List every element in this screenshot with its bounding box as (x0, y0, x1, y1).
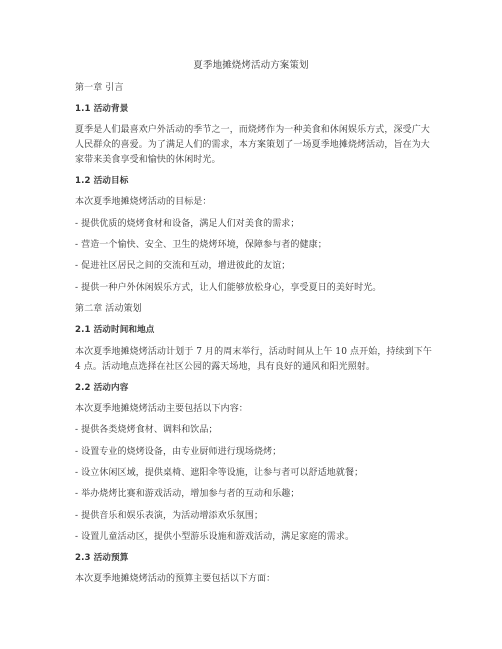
chapter-2-heading: 第二章 活动策划 (75, 304, 142, 314)
section-2-2-list-item: - 设置儿童活动区，提供小型游乐设施和游戏活动，满足家庭的需求。 (75, 532, 355, 542)
section-2-2-intro: 本次夏季地摊烧烤活动主要包括以下内容： (75, 404, 248, 414)
section-1-2-heading: 1.2 活动目标 (75, 176, 129, 186)
section-1-2-list-item: - 提供优质的烧烤食材和设备，满足人们对美食的需求； (75, 219, 300, 229)
section-1-2-list-item: - 促进社区居民之间的交流和互动，增进彼此的友谊； (75, 261, 291, 271)
section-2-3-intro: 本次夏季地摊烧烤活动的预算主要包括以下方面： (75, 574, 276, 584)
section-1-2-intro: 本次夏季地摊烧烤活动的目标是： (75, 197, 212, 207)
section-1-1-paragraph-line-1: 夏季是人们最喜欢户外活动的季节之一，而烧烤作为一种美食和休闲娱乐方式，深受广大 (75, 125, 430, 135)
section-1-1-paragraph-line-2: 人民群众的喜爱。为了满足人们的需求，本方案策划了一场夏季地摊烧烤活动，旨在为大 (75, 140, 430, 150)
chapter-1-heading: 第一章 引言 (75, 83, 124, 93)
section-1-2-list-item: - 提供一种户外休闲娱乐方式，让人们能够放松身心，享受夏日的美好时光。 (75, 283, 382, 293)
section-2-2-list-item: - 举办烧烤比赛和游戏活动，增加参与者的互动和乐趣； (75, 489, 300, 499)
section-2-2-list-item: - 提供音乐和娱乐表演，为活动增添欢乐氛围； (75, 511, 264, 521)
section-2-2-list-item: - 设立休闲区域，提供桌椅、遮阳伞等设施，让参与者可以舒适地就餐； (75, 468, 364, 478)
section-1-1-heading: 1.1 活动背景 (75, 104, 129, 114)
section-2-1-paragraph-line-2: 4 点。活动地点选择在社区公园的露天场地，具有良好的通风和阳光照射。 (75, 362, 375, 372)
section-2-2-list-item: - 设置专业的烧烤设备，由专业厨师进行现场烧烤； (75, 447, 282, 457)
section-2-1-heading: 2.1 活动时间和地点 (75, 325, 155, 335)
section-2-2-list-item: - 提供各类烧烤食材、调料和饮品； (75, 425, 218, 435)
section-2-2-heading: 2.2 活动内容 (75, 383, 129, 393)
section-1-2-list-item: - 营造一个愉快、安全、卫生的烧烤环境，保障参与者的健康； (75, 240, 327, 250)
document-title: 夏季地摊烧烤活动方案策划 (193, 60, 309, 71)
section-2-1-paragraph-line-1: 本次夏季地摊烧烤活动计划于 7 月的周末举行，活动时间从上午 10 点开始，持续到下午 (75, 347, 432, 357)
section-1-1-paragraph-line-3: 家带来美食享受和愉快的休闲时光。 (75, 155, 221, 165)
section-2-3-heading: 2.3 活动预算 (75, 553, 129, 563)
